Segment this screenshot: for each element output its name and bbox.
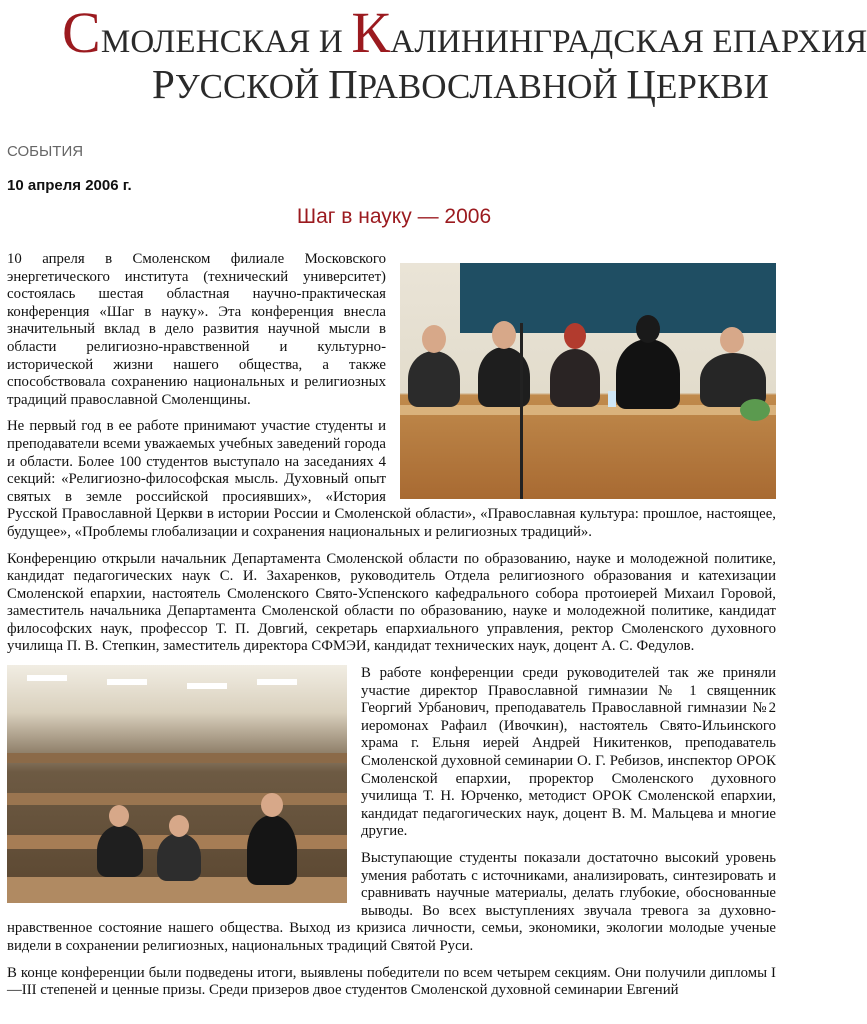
article-date: 10 апреля 2006 г. xyxy=(7,177,132,194)
paragraph-2: Не первый год в ее работе принимают участие студенты и преподаватели всеми уважаемых учебных заведений города и области. Более 100 студентов выступало на заседаниях 4 секций: «Религиозно-философская мысль. Духовный опыт святых в земле российской просиявших», «История Русской Православной Церкви в истории России и Смоленской области», «Православная культура: прошлое, настоящее, будущее», «Проблемы глобализации и сохранения национальных и религиозных традиций». xyxy=(7,418,776,540)
paragraph-4: В работе конференции среди руководителей так же приняли участие директор Православной гимназии № 1 священник Георгий Урбанович, преподаватель Православной гимназии №2 иеромонах Рафаил (Ивочкин), настоятель Свято-Ильинского храма г. Ельня иерей Андрей Никитенков, преподаватель Смоленской духовной семинарии О. Г. Ребизов, инспектор ОРОК Смоленской епархии, проректор Смоленского духовного училища Т. Н. Юрченко, методист ОРОК Смоленской епархии, кандидат педагогических наук, доцент В. М. Мальцева и многие другие. xyxy=(361,665,776,840)
presidium-photo xyxy=(400,263,776,499)
header-text-1b: АЛИНИНГРАДСКАЯ ЕПАРХИЯ xyxy=(390,24,867,60)
header-text-1a: МОЛЕНСКАЯ И xyxy=(100,24,352,60)
header-line-1 xyxy=(62,0,867,65)
header-text-2c: ЕРКВИ xyxy=(656,67,769,106)
header-initial-r: Р xyxy=(152,61,175,107)
site-header xyxy=(0,0,867,112)
article-title: Шаг в науку — 2006 xyxy=(296,205,492,228)
article-body xyxy=(7,251,776,1009)
header-initial-p: П xyxy=(328,61,358,107)
header-initial-k: К xyxy=(351,0,391,65)
header-text-2b: РАВОСЛАВНОЙ xyxy=(357,67,627,106)
section-label: СОБЫТИЯ xyxy=(7,143,84,160)
header-text-2a: УССКОЙ xyxy=(174,67,329,106)
paragraph-3: Конференцию открыли начальник Департамента Смоленской области по образованию, науке и молодежной политике, кандидат педагогических наук С. И. Захаренков, руководитель Отдела религиозного образования и катехизации Смоленской епархии, настоятель Смоленского Свято-Успенского кафедрального собора протоиерей Михаил Горовой, заместитель начальника Департамента Смоленской области по образованию, науке и молодежной политике, кандидат философских наук, профессор Т. П. Довгий, секретарь епархиального управления, ректор Смоленского духовного училища П. В. Степкин, заместитель директора СФМЭИ, кандидат технических наук, доцент А. С. Федулов. xyxy=(7,550,776,655)
header-line-2 xyxy=(152,60,769,108)
auditorium-photo xyxy=(7,665,347,903)
paragraph-5: Выступающие студенты показали достаточно высокий уровень умения работать с источниками, анализировать, синтезировать и сравнивать научные материалы, делать глубокие, обоснованные выводы. Во всех выступлениях звучала тревога за духовно-нравственное состояние нашего общества. Выход из кризиса личности, семьи, экономики, экологии молодые ученые видели в сохранении религиозных, национальных традиций Святой Руси. xyxy=(7,850,776,954)
paragraph-6: В конце конференции были подведены итоги, выявлены победители по всем четырем секциям. Они получили дипломы I—III степеней и ценные призы. Среди призеров двое студентов Смоленской духовной семинарии Евгений xyxy=(7,964,776,999)
paragraph-1: 10 апреля в Смоленском филиале Московского энергетического института (технический университет) состоялась шестая областная научно-практическая конференция «Шаг в науку». Эта конференция внесла значительный вклад в дело развития научной мысли в области религиозно-нравственной и культурно-исторической жизни нашего общества, а также способствовала сохранению национальных и религиозных традиций православной Смоленщины. xyxy=(7,251,386,408)
header-initial-s: С xyxy=(62,0,101,65)
header-initial-ts: Ц xyxy=(626,61,657,107)
